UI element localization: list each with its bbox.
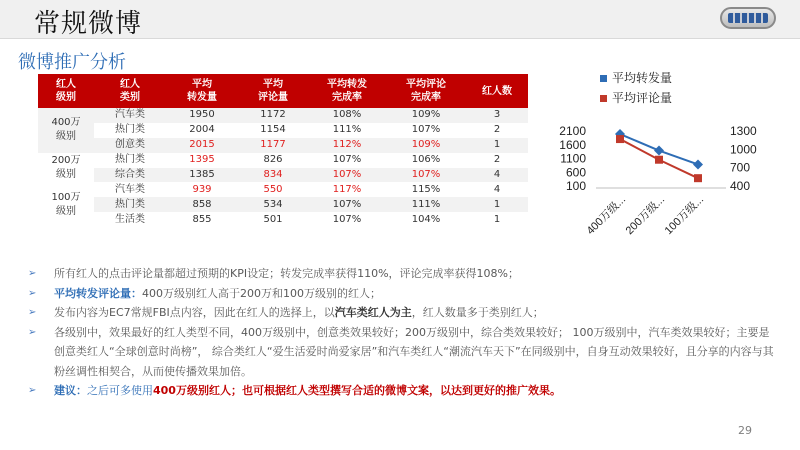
y-right-tick-label: 700 xyxy=(730,160,751,175)
comment-cell: 501 xyxy=(238,212,308,227)
header-level: 红人 级别 xyxy=(38,74,94,108)
comment-rate-cell: 106% xyxy=(386,153,466,168)
count-cell: 2 xyxy=(466,123,528,138)
count-cell: 3 xyxy=(466,108,528,123)
comment-rate-cell: 109% xyxy=(386,108,466,123)
y-left-tick-label: 1600 xyxy=(559,137,586,152)
bullet-emphasis: 汽车类红人为主 xyxy=(334,306,412,319)
repost-rate-cell: 107% xyxy=(308,212,386,227)
table-row xyxy=(38,197,528,212)
bullet-item xyxy=(28,303,778,323)
bullet-text: 各级别中，效果最好的红人类型不同，400万级别中，创意类效果较好；200万级别中，综合类效果较好； 100万级别中，汽车类效果较好；主要是创意类红人“全球创意时尚榜”， 综合类红人“爱生活爱时尚爱家居”和汽车类红人“潮流汽车天下”在同级别中，自身互动效果较好，且分享的内容与其粉丝调性相契合，从而使传播效果加倍。 xyxy=(54,325,774,378)
data-point xyxy=(693,159,703,169)
table-row xyxy=(38,168,528,183)
arrow-bullet-icon: ➢ xyxy=(28,268,37,279)
repost-rate-cell: 107% xyxy=(308,197,386,212)
legend-label: 平均评论量 xyxy=(612,91,673,105)
comment-rate-cell: 109% xyxy=(386,138,466,153)
category-cell: 热门类 xyxy=(94,153,166,168)
arrow-bullet-icon: ➢ xyxy=(28,385,37,396)
repost-rate-cell: 107% xyxy=(308,153,386,168)
arrow-bullet-icon: ➢ xyxy=(28,326,37,338)
count-cell: 1 xyxy=(466,212,528,227)
repost-rate-cell: 112% xyxy=(308,138,386,153)
brand-logo xyxy=(720,7,776,29)
data-point xyxy=(654,146,664,156)
table-row xyxy=(38,138,528,153)
bullet-text: 400万级别红人高于200万和100万级别的红人； xyxy=(142,286,381,300)
comment-rate-cell: 104% xyxy=(386,212,466,227)
bullet-list xyxy=(28,264,778,401)
bullet-emphasis: 也可根据红人类型撰写合适的微博文案，以达到更好的推广效果。 xyxy=(241,384,561,397)
table-row xyxy=(38,212,528,227)
repost-cell: 858 xyxy=(166,197,238,212)
y-left-tick-label: 600 xyxy=(565,165,586,180)
logo-grille xyxy=(728,13,768,23)
table-row xyxy=(38,182,528,197)
count-cell: 2 xyxy=(466,153,528,168)
bullet-label: 平均转发评论量： xyxy=(54,286,142,300)
level-cell: 100万 级别 xyxy=(38,182,94,227)
bullet-text: 之后可多使用 xyxy=(87,384,153,397)
x-tick-label: 100万级... xyxy=(662,193,707,238)
repost-cell: 1385 xyxy=(166,168,238,183)
header-category: 红人 类别 xyxy=(94,74,166,108)
y-left-tick-label: 2100 xyxy=(559,124,586,138)
data-point xyxy=(694,174,702,182)
comment-cell: 1154 xyxy=(238,123,308,138)
header-count: 红人数 xyxy=(466,74,528,108)
influencer-table xyxy=(38,74,528,227)
count-cell: 1 xyxy=(466,197,528,212)
header-avg-repost: 平均 转发量 xyxy=(166,74,238,108)
data-point xyxy=(655,156,663,164)
level-cell: 400万 级别 xyxy=(38,108,94,153)
repost-cell: 2004 xyxy=(166,123,238,138)
section-subtitle: 微博推广分析 xyxy=(18,52,126,73)
y-right-tick-label: 400 xyxy=(730,179,751,193)
bullet-text: 发布内容为EC7常规FBI点内容，因此在红人的选择上，以 xyxy=(54,306,335,319)
bullet-item xyxy=(28,264,778,284)
repost-cell: 2015 xyxy=(166,138,238,153)
repost-cell: 1395 xyxy=(166,153,238,168)
data-point xyxy=(616,135,624,143)
legend-swatch xyxy=(600,95,607,102)
bullet-label: 建议： xyxy=(54,384,87,397)
repost-rate-cell: 107% xyxy=(308,168,386,183)
y-left-tick-label: 100 xyxy=(565,179,586,193)
repost-rate-cell: 117% xyxy=(308,182,386,197)
comment-cell: 1177 xyxy=(238,138,308,153)
comment-rate-cell: 107% xyxy=(386,168,466,183)
comment-cell: 826 xyxy=(238,153,308,168)
slide-title: 常规微博 xyxy=(34,9,143,39)
count-cell: 4 xyxy=(466,182,528,197)
repost-cell: 1950 xyxy=(166,108,238,123)
count-cell: 4 xyxy=(466,168,528,183)
arrow-bullet-icon: ➢ xyxy=(28,307,37,318)
category-cell: 热门类 xyxy=(94,197,166,212)
bullet-text: 所有红人的点击评论量都超过预期的KPI设定；转发完成率获得110%，评论完成率获得108%； xyxy=(54,267,519,280)
bullet-item xyxy=(28,381,778,401)
legend-swatch xyxy=(600,75,607,82)
arrow-bullet-icon: ➢ xyxy=(28,287,37,299)
category-cell: 生活类 xyxy=(94,212,166,227)
comment-rate-cell: 111% xyxy=(386,197,466,212)
bullet-text: ，红人数量多于类别红人； xyxy=(411,306,544,319)
bullet-emphasis: 400万级别红人； xyxy=(153,384,242,397)
y-right-tick-label: 1000 xyxy=(730,142,757,157)
repost-cell: 855 xyxy=(166,212,238,227)
x-tick-label: 400万级... xyxy=(584,193,629,238)
y-right-tick-label: 1300 xyxy=(730,124,757,138)
comment-rate-cell: 107% xyxy=(386,123,466,138)
table-row xyxy=(38,153,528,168)
comment-cell: 1172 xyxy=(238,108,308,123)
repost-rate-cell: 111% xyxy=(308,123,386,138)
table-row xyxy=(38,123,528,138)
category-cell: 汽车类 xyxy=(94,108,166,123)
bullet-item xyxy=(28,323,778,382)
comment-rate-cell: 115% xyxy=(386,182,466,197)
bullet-item xyxy=(28,284,778,304)
category-cell: 创意类 xyxy=(94,138,166,153)
category-cell: 综合类 xyxy=(94,168,166,183)
table-header-row xyxy=(38,74,528,108)
x-tick-label: 200万级... xyxy=(623,193,668,238)
header-avg-comment: 平均 评论量 xyxy=(238,74,308,108)
level-cell: 200万 级别 xyxy=(38,153,94,183)
repost-rate-cell: 108% xyxy=(308,108,386,123)
header-comment-rate: 平均评论 完成率 xyxy=(386,74,466,108)
comment-cell: 834 xyxy=(238,168,308,183)
slide-header xyxy=(0,0,800,39)
category-cell: 热门类 xyxy=(94,123,166,138)
table-row xyxy=(38,108,528,123)
count-cell: 1 xyxy=(466,138,528,153)
comment-cell: 534 xyxy=(238,197,308,212)
legend-label: 平均转发量 xyxy=(612,71,673,85)
line-chart xyxy=(548,66,788,266)
y-left-tick-label: 1100 xyxy=(560,151,586,166)
header-repost-rate: 平均转发 完成率 xyxy=(308,74,386,108)
page-number: 29 xyxy=(738,424,752,437)
comment-cell: 550 xyxy=(238,182,308,197)
repost-cell: 939 xyxy=(166,182,238,197)
category-cell: 汽车类 xyxy=(94,182,166,197)
